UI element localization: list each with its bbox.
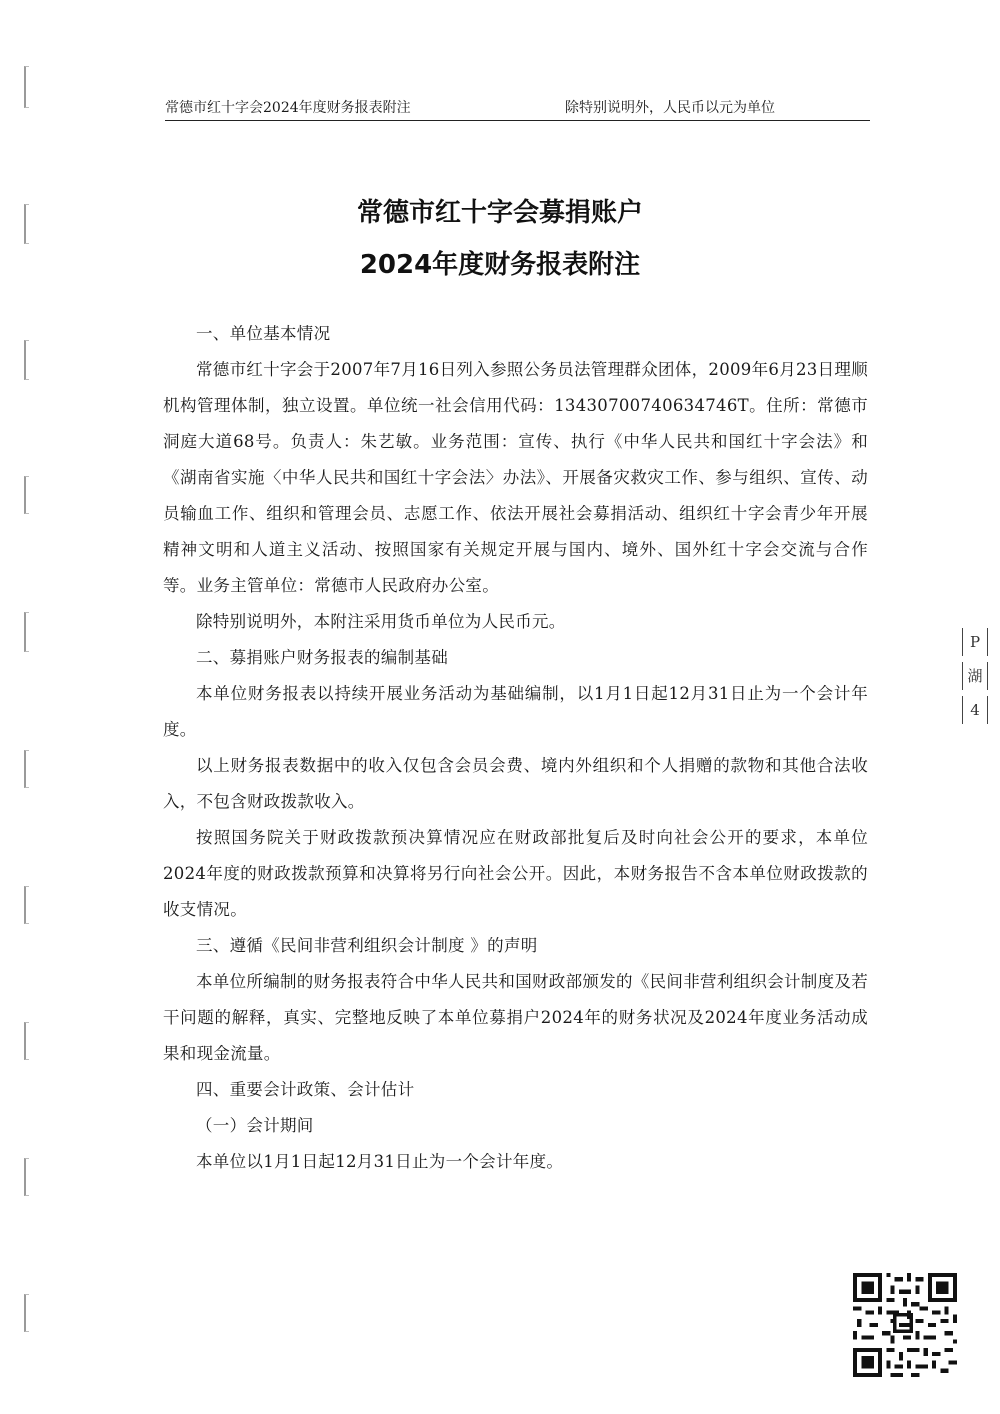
binding-mark <box>24 1158 29 1196</box>
binding-mark <box>24 750 29 788</box>
seam-stamp <box>962 628 988 803</box>
seam-stamp-char: 湖 <box>962 662 988 690</box>
header-left-text: 常德市红十字会2024年度财务报表附注 <box>165 100 411 116</box>
paragraph: 除特别说明外，本附注采用货币单位为人民币元。 <box>196 612 566 631</box>
document-title-line1: 常德市红十字会募捐账户 <box>356 198 643 228</box>
binding-mark <box>24 886 29 924</box>
document-title-line2: 2024年度财务报表附注 <box>359 250 641 280</box>
running-header <box>165 98 870 121</box>
section-heading-4: 四、重要会计政策、会计估计 <box>196 1080 415 1099</box>
document-body <box>163 316 868 1180</box>
binding-mark <box>24 1294 29 1332</box>
binding-mark <box>24 66 29 108</box>
header-right-text: 除特别说明外，人民币以元为单位 <box>565 100 775 116</box>
section-heading-2: 二、募捐账户财务报表的编制基础 <box>196 648 448 667</box>
binding-mark <box>24 340 29 380</box>
binding-mark <box>24 476 29 514</box>
binding-mark <box>24 1022 29 1060</box>
paragraph: 本单位财务报表以持续开展业务活动为基础编制，以1月1日起12月31日止为一个会计年度。 <box>163 684 868 739</box>
qr-code-icon <box>853 1273 957 1377</box>
seam-stamp-char: 4 <box>962 696 988 724</box>
paragraph: 按照国务院关于财政拨款预决算情况应在财政部批复后及时向社会公开的要求，本单位2024年度的财政拨款预算和决算将另行向社会公开。因此，本财务报告不含本单位财政拨款的收支情况。 <box>163 828 868 919</box>
subsection-heading: （一）会计期间 <box>196 1116 314 1135</box>
paragraph: 本单位所编制的财务报表符合中华人民共和国财政部颁发的《民间非营利组织会计制度及若干问题的解释，真实、完整地反映了本单位募捐户2024年的财务状况及2024年度业务活动成果和现金流量。 <box>163 972 868 1063</box>
binding-mark <box>24 612 29 652</box>
seam-stamp-char: P <box>962 628 988 656</box>
paragraph: 以上财务报表数据中的收入仅包含会员会费、境内外组织和个人捐赠的款物和其他合法收入，不包含财政拨款收入。 <box>163 756 868 811</box>
paragraph: 常德市红十字会于2007年7月16日列入参照公务员法管理群众团体，2009年6月23日理顺机构管理体制，独立设置。单位统一社会信用代码：13430700740634746T。住所：常德市洞庭大道68号。负责人：朱艺敏。业务范围：宣传、执行《中华人民共和国红十字会法》和《湖南省实施〈中华人民共和国红十字会法〉办法》、开展备灾救灾工作、参与组织、宣传、动员输血工作、组织和管理会员、志愿工作、依法开展社会募捐活动、组织红十字会青少年开展精神文明和人道主义活动、按照国家有关规定开展与国内、境外、国外红十字会交流与合作等。业务主管单位：常德市人民政府办公室。 <box>163 360 868 595</box>
section-heading-1: 一、单位基本情况 <box>196 324 331 343</box>
section-heading-3: 三、遵循《民间非营利组织会计制度 》的声明 <box>196 936 538 955</box>
paragraph: 本单位以1月1日起12月31日止为一个会计年度。 <box>196 1152 564 1171</box>
